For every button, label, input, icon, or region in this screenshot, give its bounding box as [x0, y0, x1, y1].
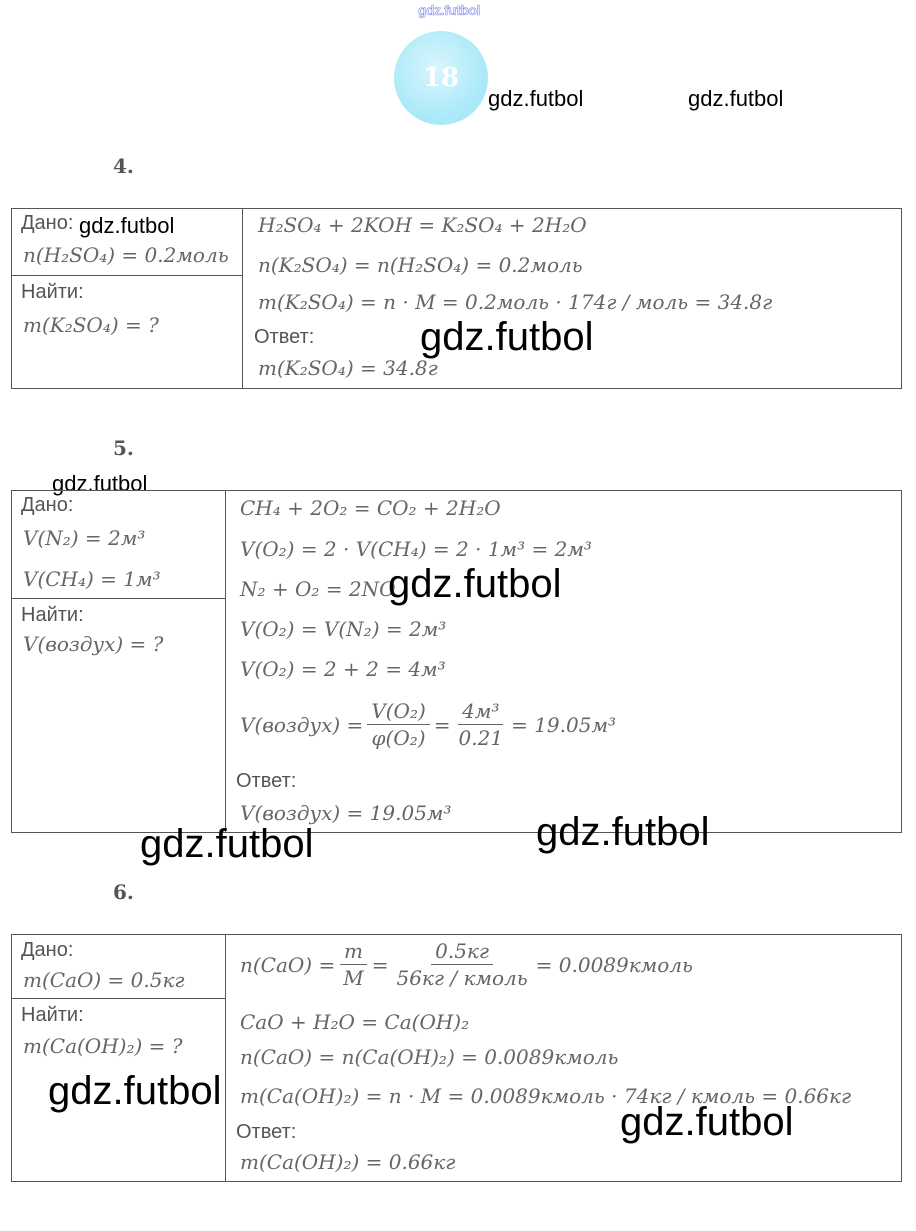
- watermark: gdz.futbol: [140, 822, 314, 866]
- find-label: Найти:: [21, 1004, 84, 1026]
- denominator: φ(O₂): [371, 726, 426, 750]
- watermark: gdz.futbol: [388, 562, 562, 606]
- equals: =: [371, 952, 389, 977]
- solution-line: V(O₂) = 2 · V(CH₄) = 2 · 1м³ = 2м³: [240, 537, 592, 561]
- watermark: gdz.futbol: [488, 86, 584, 111]
- fraction-result: = 19.05м³: [511, 712, 617, 737]
- given-label: Дано:: [21, 939, 74, 961]
- answer-label: Ответ:: [236, 770, 297, 792]
- fraction: [392, 940, 531, 989]
- numerator: 4м³: [458, 700, 503, 725]
- answer-value: m(Ca(OH)₂) = 0.66кг: [240, 1150, 456, 1174]
- fraction-line: [240, 940, 693, 989]
- watermark: gdz.futbol: [48, 1069, 222, 1113]
- solution-line: V(O₂) = 2 + 2 = 4м³: [240, 657, 446, 681]
- solution-line: V(O₂) = V(N₂) = 2м³: [240, 617, 447, 641]
- watermark: gdz.futbol: [52, 471, 148, 496]
- denominator: M: [343, 966, 364, 990]
- fraction-lhs: V(воздух) =: [240, 712, 364, 737]
- divider: [11, 598, 225, 599]
- divider: [225, 934, 226, 1182]
- solution-line: m(Ca(OH)₂) = n · M = 0.0089кмоль · 74кг / кмоль = 0.66кг: [240, 1084, 852, 1108]
- fraction: [455, 700, 508, 749]
- watermark-top: gdz.futbol: [418, 2, 480, 18]
- fraction: [339, 940, 367, 989]
- divider: [242, 208, 243, 389]
- watermark: gdz.futbol: [688, 86, 784, 111]
- page-number-badge: [394, 31, 488, 125]
- numerator: m: [340, 940, 367, 965]
- solution-line: CH₄ + 2O₂ = CO₂ + 2H₂O: [240, 496, 501, 520]
- numerator: V(O₂): [367, 700, 429, 725]
- denominator: 56кг / кмоль: [396, 966, 528, 990]
- divider: [11, 998, 225, 999]
- find-item: V(воздух) = ?: [23, 632, 164, 656]
- given-item: V(CH₄) = 1м³: [23, 567, 161, 591]
- answer-value: V(воздух) = 19.05м³: [240, 801, 452, 825]
- find-label: Найти:: [21, 604, 84, 626]
- given-item: n(H₂SO₄) = 0.2моль: [23, 243, 229, 267]
- problem-number: 4.: [113, 154, 134, 178]
- page-number: 18: [422, 63, 460, 93]
- solution-line: CaO + H₂O = Ca(OH)₂: [240, 1010, 470, 1034]
- watermark: gdz.futbol: [536, 810, 710, 854]
- watermark: gdz.futbol: [620, 1100, 794, 1144]
- divider: [11, 275, 242, 276]
- fraction-lhs: n(CaO) =: [240, 952, 336, 977]
- watermark: gdz.futbol: [79, 213, 175, 238]
- answer-value: m(K₂SO₄) = 34.8г: [258, 356, 438, 380]
- find-item: m(K₂SO₄) = ?: [23, 313, 159, 337]
- given-item: V(N₂) = 2м³: [23, 526, 146, 550]
- solution-line: m(K₂SO₄) = n · M = 0.2моль · 174г / моль = 34.8г: [258, 290, 773, 314]
- answer-label: Ответ:: [236, 1121, 297, 1143]
- fraction-result: = 0.0089кмоль: [535, 952, 693, 977]
- given-item: m(CaO) = 0.5кг: [23, 968, 185, 992]
- denominator: 0.21: [458, 726, 504, 750]
- numerator: 0.5кг: [431, 940, 493, 965]
- given-label: Дано:: [21, 212, 74, 234]
- fraction: [367, 700, 429, 749]
- find-label: Найти:: [21, 281, 84, 303]
- problem-number: 6.: [113, 880, 134, 904]
- fraction-line: [240, 700, 616, 749]
- equals: =: [433, 712, 451, 737]
- problem-number: 5.: [113, 436, 134, 460]
- answer-label: Ответ:: [254, 326, 315, 348]
- watermark: gdz.futbol: [420, 315, 594, 359]
- solution-line: n(CaO) = n(Ca(OH)₂) = 0.0089кмоль: [240, 1045, 619, 1069]
- solution-line: H₂SO₄ + 2KOH = K₂SO₄ + 2H₂O: [258, 213, 587, 237]
- divider: [225, 490, 226, 833]
- solution-line: N₂ + O₂ = 2NO: [240, 577, 396, 601]
- solution-line: n(K₂SO₄) = n(H₂SO₄) = 0.2моль: [258, 253, 583, 277]
- given-label: Дано:: [21, 494, 74, 516]
- find-item: m(Ca(OH)₂) = ?: [23, 1034, 183, 1058]
